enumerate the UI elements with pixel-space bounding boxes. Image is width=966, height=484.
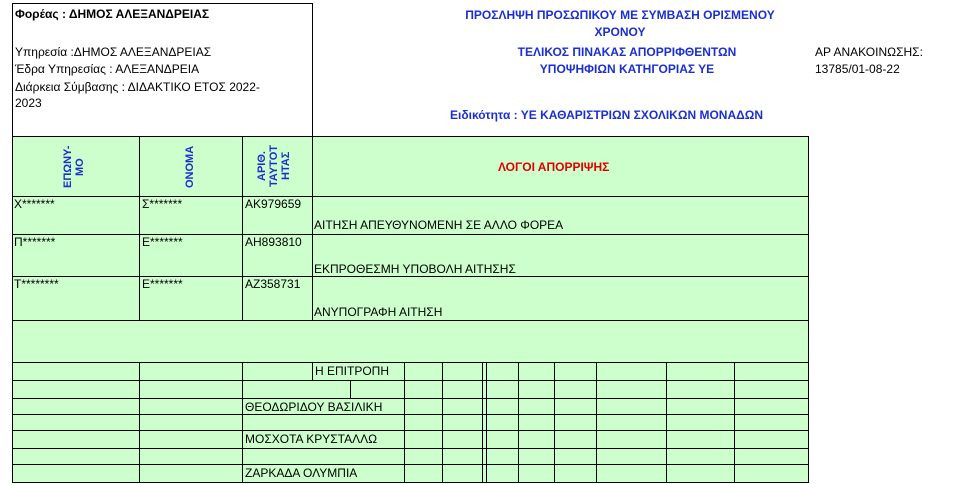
column-header-name: ΟΝΟΜΑ	[184, 145, 196, 189]
committee-member-1: ΘΕΟΔΩΡΙΔΟΥ ΒΑΣΙΛΙΚΗ	[245, 400, 383, 414]
service-label: Υπηρεσία :ΔΗΜΟΣ ΑΛΕΞΑΝΔΡΕΙΑΣ	[15, 45, 212, 59]
row1-name: Σ*******	[142, 197, 183, 211]
list-subtitle-line1: ΤΕΛΙΚΟΣ ΠΙΝΑΚΑΣ ΑΠΟΡΡΙΦΘΕΝΤΩΝ	[517, 45, 737, 59]
committee-member-3: ΖΑΡΚΑΔΑ ΟΛΥΜΠΙΑ	[245, 466, 358, 480]
column-header-id-number: ΑΡΙΘ. ΤΑΥΤΟΤ ΗΤΑΣ	[256, 145, 292, 187]
row3-surname: Τ********	[14, 277, 59, 291]
specialty-label: Ειδικότητα : ΥΕ ΚΑΘΑΡΙΣΤΡΙΩΝ ΣΧΟΛΙΚΩΝ ΜΟΝΑΔΩΝ	[450, 108, 764, 122]
row2-id: ΑΗ893810	[245, 235, 302, 249]
committee-member-2: ΜΟΣΧΟΤΑ ΚΡΥΣΤΑΛΛΩ	[245, 432, 378, 446]
announcement-number-value: 13785/01-08-22	[815, 62, 900, 76]
row1-surname: Χ*******	[14, 197, 55, 211]
row2-name: Ε*******	[142, 235, 183, 249]
page-title-line2: ΧΡΟΝΟΥ	[594, 25, 646, 39]
service-seat-label: Έδρα Υπηρεσίας : ΑΛΕΞΑΝΔΡΕΙΑ	[15, 62, 200, 76]
column-header-surname: ΕΠΩΝΥ- ΜΟ	[62, 145, 86, 189]
contract-duration-year: 2023	[15, 96, 42, 110]
list-subtitle-line2: ΥΠΟΨΗΦΙΩΝ ΚΑΤΗΓΟΡΙΑΣ ΥΕ	[539, 62, 715, 76]
committee-title: Η ΕΠΙΤΡΟΠΗ	[315, 364, 390, 378]
row3-name: Ε*******	[142, 277, 183, 291]
row2-reason: ΕΚΠΡΟΘΕΣΜΗ ΥΠΟΒΟΛΗ ΑΙΤΗΣΗΣ	[314, 262, 516, 276]
contract-duration-label: Διάρκεια Σύμβασης : ΔΙΔΑΚΤΙΚΟ ΕΤΟΣ 2022-	[15, 80, 260, 94]
page-title-line1: ΠΡΟΣΛΗΨΗ ΠΡΟΣΩΠΙΚΟΥ ΜΕ ΣΥΜΒΑΣΗ ΟΡΙΣΜΕΝΟΥ	[465, 8, 775, 22]
row3-id: ΑΖ358731	[245, 277, 301, 291]
row1-id: ΑΚ979659	[245, 197, 302, 211]
agency-label: Φορέας : ΔΗΜΟΣ ΑΛΕΞΑΝΔΡΕΙΑΣ	[15, 7, 210, 21]
row1-reason: ΑΙΤΗΣΗ ΑΠΕΥΘΥΝΟΜΕΝΗ ΣΕ ΑΛΛΟ ΦΟΡΕΑ	[314, 218, 564, 232]
announcement-number-label: ΑΡ ΑΝΑΚΟΙΝΩΣΗΣ:	[815, 45, 923, 59]
column-header-rejection-reasons: ΛΟΓΟΙ ΑΠΟΡΡΙΨΗΣ	[498, 160, 610, 174]
row3-reason: ΑΝΥΠΟΓΡΑΦΗ ΑΙΤΗΣΗ	[314, 305, 443, 319]
row2-surname: Π*******	[14, 235, 56, 249]
